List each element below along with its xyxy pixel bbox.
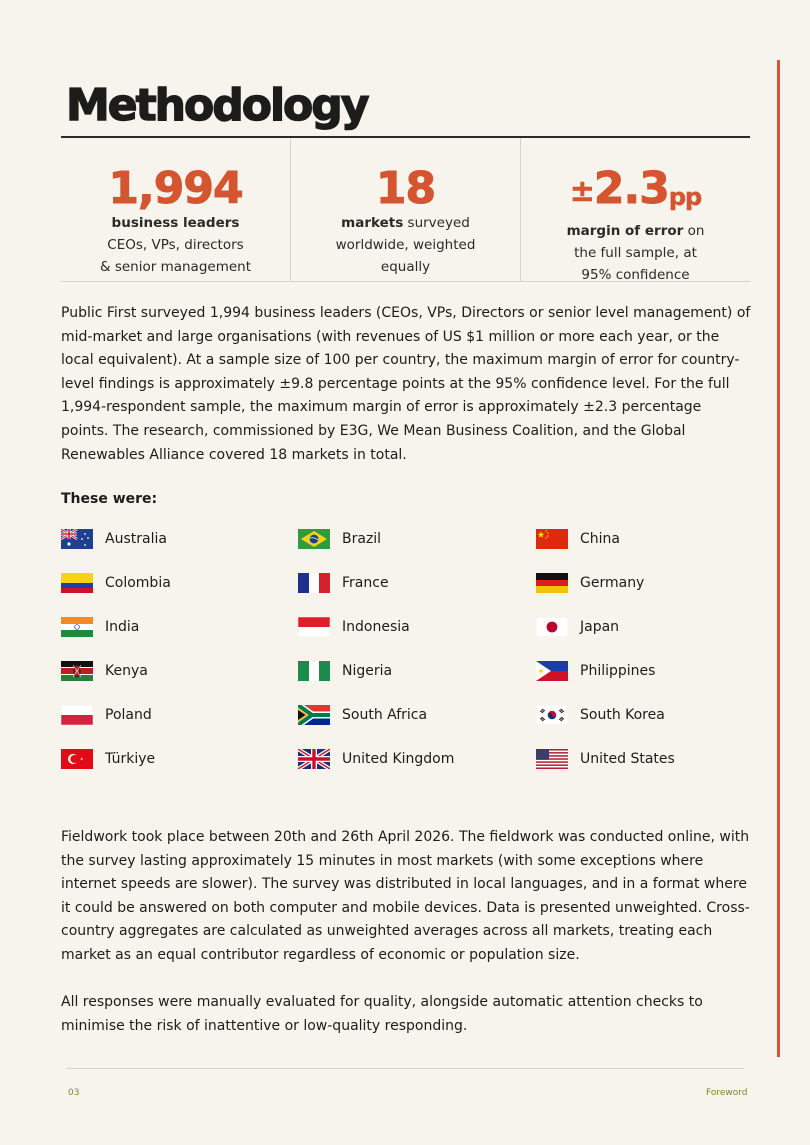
turkiye-flag-icon xyxy=(61,749,93,769)
footer-section-link[interactable]: Foreword xyxy=(706,1088,748,1098)
stat-respondents-line2: CEOs, VPs, directors xyxy=(107,237,244,253)
country-item xyxy=(61,749,155,769)
united-kingdom-flag-icon xyxy=(298,749,330,769)
stat-margin-value-wrap xyxy=(521,164,750,222)
accent-bar xyxy=(777,60,780,1057)
country-name: Germany xyxy=(580,575,645,591)
country-name: Indonesia xyxy=(342,619,410,635)
philippines-flag-icon xyxy=(536,661,568,681)
colombia-flag-icon xyxy=(61,573,93,593)
country-name: India xyxy=(105,619,140,635)
united-states-flag-icon xyxy=(536,749,568,769)
country-item xyxy=(536,705,665,725)
country-name: Philippines xyxy=(580,663,656,679)
stat-margin-line3: 95% confidence xyxy=(581,267,690,283)
stat-markets-line2: worldwide, weighted xyxy=(335,237,476,253)
stat-respondents-bold: business leaders xyxy=(111,215,240,231)
south-korea-flag-icon xyxy=(536,705,568,725)
france-flag-icon xyxy=(298,573,330,593)
footer-rule xyxy=(66,1068,744,1069)
country-item xyxy=(536,749,675,769)
stat-respondents xyxy=(61,138,290,281)
these-were-heading: These were: xyxy=(61,491,158,507)
country-name: Poland xyxy=(105,707,152,723)
country-name: Australia xyxy=(105,531,167,547)
country-name: Nigeria xyxy=(342,663,393,679)
india-flag-icon xyxy=(61,617,93,637)
stat-markets-value: 18 xyxy=(375,163,436,214)
china-flag-icon xyxy=(536,529,568,549)
country-item xyxy=(536,529,620,549)
south-africa-flag-icon xyxy=(298,705,330,725)
country-name: China xyxy=(580,531,620,547)
fieldwork-paragraph: Fieldwork took place between 20th and 26th April 2026. The fieldwork was conducted online, with the survey lasting approximately 15 minutes in most markets (with some exceptions where internet speeds are slower). The survey was distributed in local languages, and in a format where it could be answered on both computer and mobile devices. Data is presented unweighted. Cross-country aggregates are calculated as unweighted averages across all markets, treating each market as an equal contributor regardless of economic or population size. xyxy=(61,829,750,963)
page-number: 03 xyxy=(68,1088,80,1098)
country-item xyxy=(298,749,454,769)
poland-flag-icon xyxy=(61,705,93,725)
country-name: South Africa xyxy=(342,707,428,723)
stat-respondents-value: 1,994 xyxy=(108,163,243,214)
intro-paragraph: Public First surveyed 1,994 business leaders (CEOs, VPs, Directors or senior level management) of mid-market and large organisations (with revenues of US $1 million or more each year, or the local equivalent). At a sample size of 100 per country, the maximum margin of error for country-level findings is approximately ±9.8 percentage points at the 95% confidence level. For the full 1,994-respondent sample, the maximum margin of error is approximately ±2.3 percentage points. The research, commissioned by E3G, We Mean Business Coalition, and the Global Renewables Alliance covered 18 markets in total. xyxy=(61,305,751,463)
stat-margin-line2: the full sample, at xyxy=(574,245,697,261)
country-item xyxy=(298,573,389,593)
country-item xyxy=(536,573,644,593)
country-name: Kenya xyxy=(105,663,148,679)
nigeria-flag-icon xyxy=(298,661,330,681)
stat-margin-rest: on xyxy=(683,223,705,239)
kenya-flag-icon xyxy=(61,661,93,681)
country-item xyxy=(536,661,655,681)
stat-respondents-line3: & senior management xyxy=(100,259,251,275)
stat-markets xyxy=(290,138,520,281)
brazil-flag-icon xyxy=(298,529,330,549)
country-item xyxy=(61,573,171,593)
country-name: Brazil xyxy=(342,531,382,547)
country-name: Colombia xyxy=(105,575,171,591)
stat-margin-suffix: pp xyxy=(668,183,702,211)
country-item xyxy=(298,661,392,681)
country-item xyxy=(61,661,148,681)
country-name: Türkiye xyxy=(105,751,156,767)
indonesia-flag-icon xyxy=(298,617,330,637)
stat-margin-prefix: ± xyxy=(569,174,594,209)
country-item xyxy=(61,617,139,637)
australia-flag-icon xyxy=(61,529,93,549)
country-name: Japan xyxy=(580,619,620,635)
country-name: France xyxy=(342,575,389,591)
country-name: United Kingdom xyxy=(342,751,455,767)
stat-margin xyxy=(520,138,750,281)
country-item xyxy=(61,529,167,549)
stat-margin-bold: margin of error xyxy=(566,223,684,239)
country-name: United States xyxy=(580,751,675,767)
stat-margin-value: 2.3 xyxy=(593,163,669,214)
country-item xyxy=(298,705,427,725)
stat-markets-bold: markets xyxy=(341,215,404,231)
stat-markets-rest: surveyed xyxy=(403,215,470,231)
quality-paragraph: All responses were manually evaluated for quality, alongside automatic attention checks to minimise the risk of inattentive or low-quality responding. xyxy=(61,994,703,1034)
germany-flag-icon xyxy=(536,573,568,593)
country-item xyxy=(298,617,410,637)
country-name: South Korea xyxy=(580,707,665,723)
stats-row xyxy=(61,138,750,282)
japan-flag-icon xyxy=(536,617,568,637)
country-item xyxy=(61,705,152,725)
page-title: Methodology xyxy=(66,80,368,131)
stat-markets-line3: equally xyxy=(380,259,431,275)
country-item xyxy=(298,529,381,549)
country-item xyxy=(536,617,619,637)
